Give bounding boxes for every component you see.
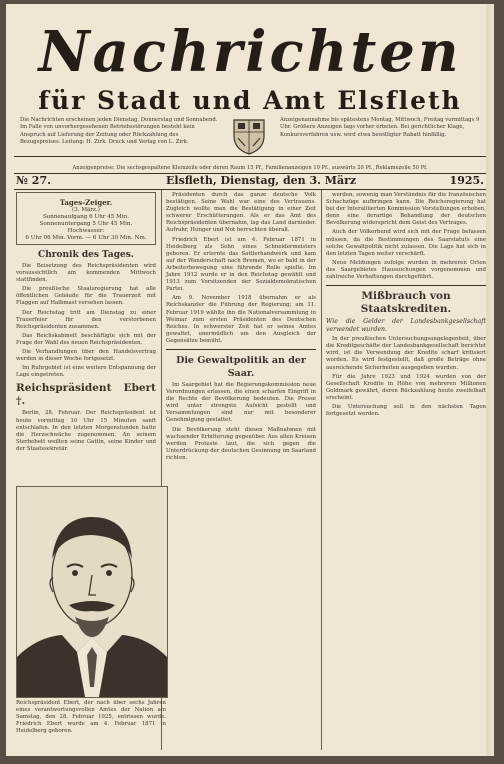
- article-paragraph: Die Bevölkerung steht diesen Maßnahmen mit wachsender Erbitterung gegenüber. Aus allen Kreisen werden Proteste laut, die sich gegen die Unterdrückung der deutschen Gesinnung im Saarland richten.: [166, 426, 316, 461]
- calendar-box: [16, 192, 156, 245]
- divider: [326, 285, 486, 286]
- article-paragraph: Friedrich Ebert ist am 4. Februar 1871 in Heidelberg als Sohn eines Schneidermeisters geboren. Er erlernte das Sattlerhandwerk und kam auf der Wanderschaft nach Bremen, wo er bald in der Arbeiterbewegung eine führende Rolle spielte. Im Jahre 1912 wurde er in den Reichstag gewählt und 1913 zum Vorsitzenden der Sozialdemokratischen Partei.: [166, 236, 316, 293]
- article-subheadline: Wie die Gelder der Landesbankgesellschaft verwendet wurden.: [326, 318, 486, 334]
- calendar-line: 6 Uhr 06 Min. Vorm. — 6 Uhr 30 Min. Nm.: [25, 235, 147, 241]
- article-paragraph: Die Untersuchung soll in den nächsten Tagen fortgesetzt werden.: [326, 403, 486, 418]
- issue-date: Elsfleth, Dienstag, den 3. März: [166, 174, 357, 187]
- article-headline: Die Gewaltpolitik an der Saar.: [176, 354, 306, 379]
- article-paragraph: Neue Meldungen zufolge wurden in mehreren Orten des Saargebietes Haussuchungen vorgenommen und zahlreiche Verhaftungen durchgeführt.: [326, 259, 486, 281]
- publication-info: Die Nachrichten erscheinen jeden Dienstag, Donnerstag und Sonnabend. Im Falle von unvorhergesehenen Betriebsstörungen besteht kein Anspruch auf Lieferung der Zeitung oder Rückzahlung des Bezugspreises. Leitung: H. Zirk. Druck und Verlag von L. Zirk.: [20, 117, 218, 146]
- calendar-line: Sonnenaufgang 6 Uhr 45 Min.: [42, 214, 130, 220]
- article-paragraph: Am 9. November 1918 übernahm er als Reichskanzler die Führung der Regierung; am 11. Februar 1919 wählte ihn die Nationalversammlung in Weimar zum ersten Präsidenten des Deutschen Reiches. In schwerster Zeit hat er seines Amtes gewaltet, unermüdlich um den Ausgleich der Gegensätze bemüht.: [166, 295, 316, 344]
- portrait-caption: Reichspräsident Ebert, der nach über sechs Jahren eines verantwortungsvollen Amtes der Nation am Samstag, den 28. Februar 1925, entrissen wurde. Friedrich Ebert wurde am 4. Februar 1871 in Heidelberg geboren.: [16, 700, 166, 735]
- column-1: [16, 192, 156, 455]
- calendar-title: Tages-Zeiger.: [59, 198, 113, 207]
- calendar-line: Sonnenuntergang 5 Uhr 45 Min.: [39, 221, 133, 227]
- newspaper-page: [6, 4, 494, 756]
- masthead-title: Nachrichten: [38, 19, 462, 85]
- divider: [14, 189, 486, 190]
- chronicle-item: Im Ruhrgebiet ist eine weitere Entspannung der Lage eingetreten.: [16, 365, 156, 379]
- chronicle-item: Die Verhandlungen über den Handelsvertrag werden in dieser Woche fortgesetzt.: [16, 349, 156, 363]
- article-paragraph: werden, sowenig man Verständnis für die französischen Schachzüge aufbringen kann. Die Reichsregierung hat bei der Interalliierten Kommission Vorstellungen erhoben, denn eine derartige Behandlung der deutschen Bevölkerung widerspricht dem Geist des Vertrages.: [326, 192, 486, 227]
- portrait-drawing: [17, 487, 167, 697]
- column-3: [326, 192, 486, 420]
- issue-year: 1925.: [449, 174, 484, 187]
- column-2: [166, 192, 316, 464]
- article-paragraph: Auch der Völkerbund wird sich mit der Frage befassen müssen, da die Bestimmungen des Saarstatuts eine solche Gewaltpolitik nicht zulassen. Die Lage hat sich in den letzten Tagen weiter verschärft.: [326, 229, 486, 257]
- advertisement-info: Anzeigenannahme bis spätestens Montag, Mittwoch, Freitag vormittags 9 Uhr. Größere Anzeigen tags vorher erbeten. Bei gerichtlicher Klage, Konkursverfahren usw. wird etwa bewilligter Rabatt hinfällig.: [280, 117, 480, 138]
- page-edge: [486, 4, 494, 756]
- chronicle-item: Das Reichskabinett beschäftigte sich mit der Frage der Wahl des neuen Reichspräsidenten.: [16, 332, 156, 346]
- article-headline: Reichspräsident Ebert †.: [16, 382, 156, 408]
- calendar-date: (3. März.): [72, 207, 100, 213]
- chronicle-item: Die preußische Staatsregierung hat alle öffentlichen Gebäude für die Trauerzeit mit Flaggen auf Halbmast versehen lassen.: [16, 286, 156, 307]
- chronicle-title: Chronik des Tages.: [38, 250, 134, 260]
- chronicle-item: Die Beisetzung des Reichspräsidenten wird voraussichtlich am kommenden Mittwoch stattfinden.: [16, 263, 156, 284]
- calendar-line: Hochwasser:: [67, 228, 105, 234]
- article-paragraph: Berlin, 28. Februar. Der Reichspräsident ist heute vormittag 10 Uhr 15 Minuten sanft entschlafen. In den letzten Morgenstunden hatte die Herzschwäche zugenommen. An seinem Sterbebett weilten seine Gattin, seine Kinder und der Staatssekretär.: [16, 410, 156, 452]
- article-paragraph: In der preußischen Untersuchungsangelegenheit, über die Kreditgeschäfte der Landesbankgesellschaft berichtet wird, ist die Verwendung der Kredite scharf kritisiert worden. Es wird festgestellt, daß große Beträge ohne ausreichende Sicherheiten ausgegeben wurden.: [326, 336, 486, 371]
- ad-price-strip: Anzeigenpreise: Die sechsgespaltene Kleinzeile oder deren Raum 15 Pf., Familienanzeigen 10 Pf., auswärts 20 Pf., Reklamezeile 50 Pf.: [72, 165, 428, 171]
- chronicle-item: Der Reichstag tritt am Dienstag zu einer Trauerfeier für den verstorbenen Reichspräsidenten zusammen.: [16, 309, 156, 330]
- dateline: [16, 174, 484, 188]
- coat-of-arms-icon: [228, 116, 270, 156]
- masthead-subtitle: für Stadt und Amt Elsfleth: [38, 86, 462, 115]
- divider: [166, 349, 316, 350]
- article-paragraph: Im Saargebiet hat die Regierungskommission neue Verordnungen erlassen, die einen scharfen Eingriff in die Rechte der Bevölkerung bedeuten. Die Presse wird unter strengste Aufsicht gestellt und Versammlungen sind nur mit besonderer Genehmigung gestattet.: [166, 381, 316, 424]
- article-paragraph: Für die Jahre 1923 und 1924 wurden von der Gesellschaft Kredite in Höhe von mehreren Millionen Goldmark gewährt, deren Rückzahlung heute zweifelhaft erscheint.: [326, 373, 486, 401]
- column-rule: [321, 190, 322, 750]
- portrait-image: [16, 486, 168, 698]
- divider: [14, 156, 486, 157]
- article-paragraph: Präsidenten durch das ganze deutsche Volk bestätigen. Seine Wahl war eine des Vertrauens. Zugleich wollte man die Bestätigung in einer Zeit schwerer Erschütterungen. Als er das Amt des Reichspräsidenten übernahm, lag das Land darnieder. Aufruhr, Hunger und Not herrschten überall.: [166, 192, 316, 234]
- issue-number: № 27.: [16, 174, 51, 187]
- article-headline: Mißbrauch von Staatskrediten.: [360, 290, 452, 316]
